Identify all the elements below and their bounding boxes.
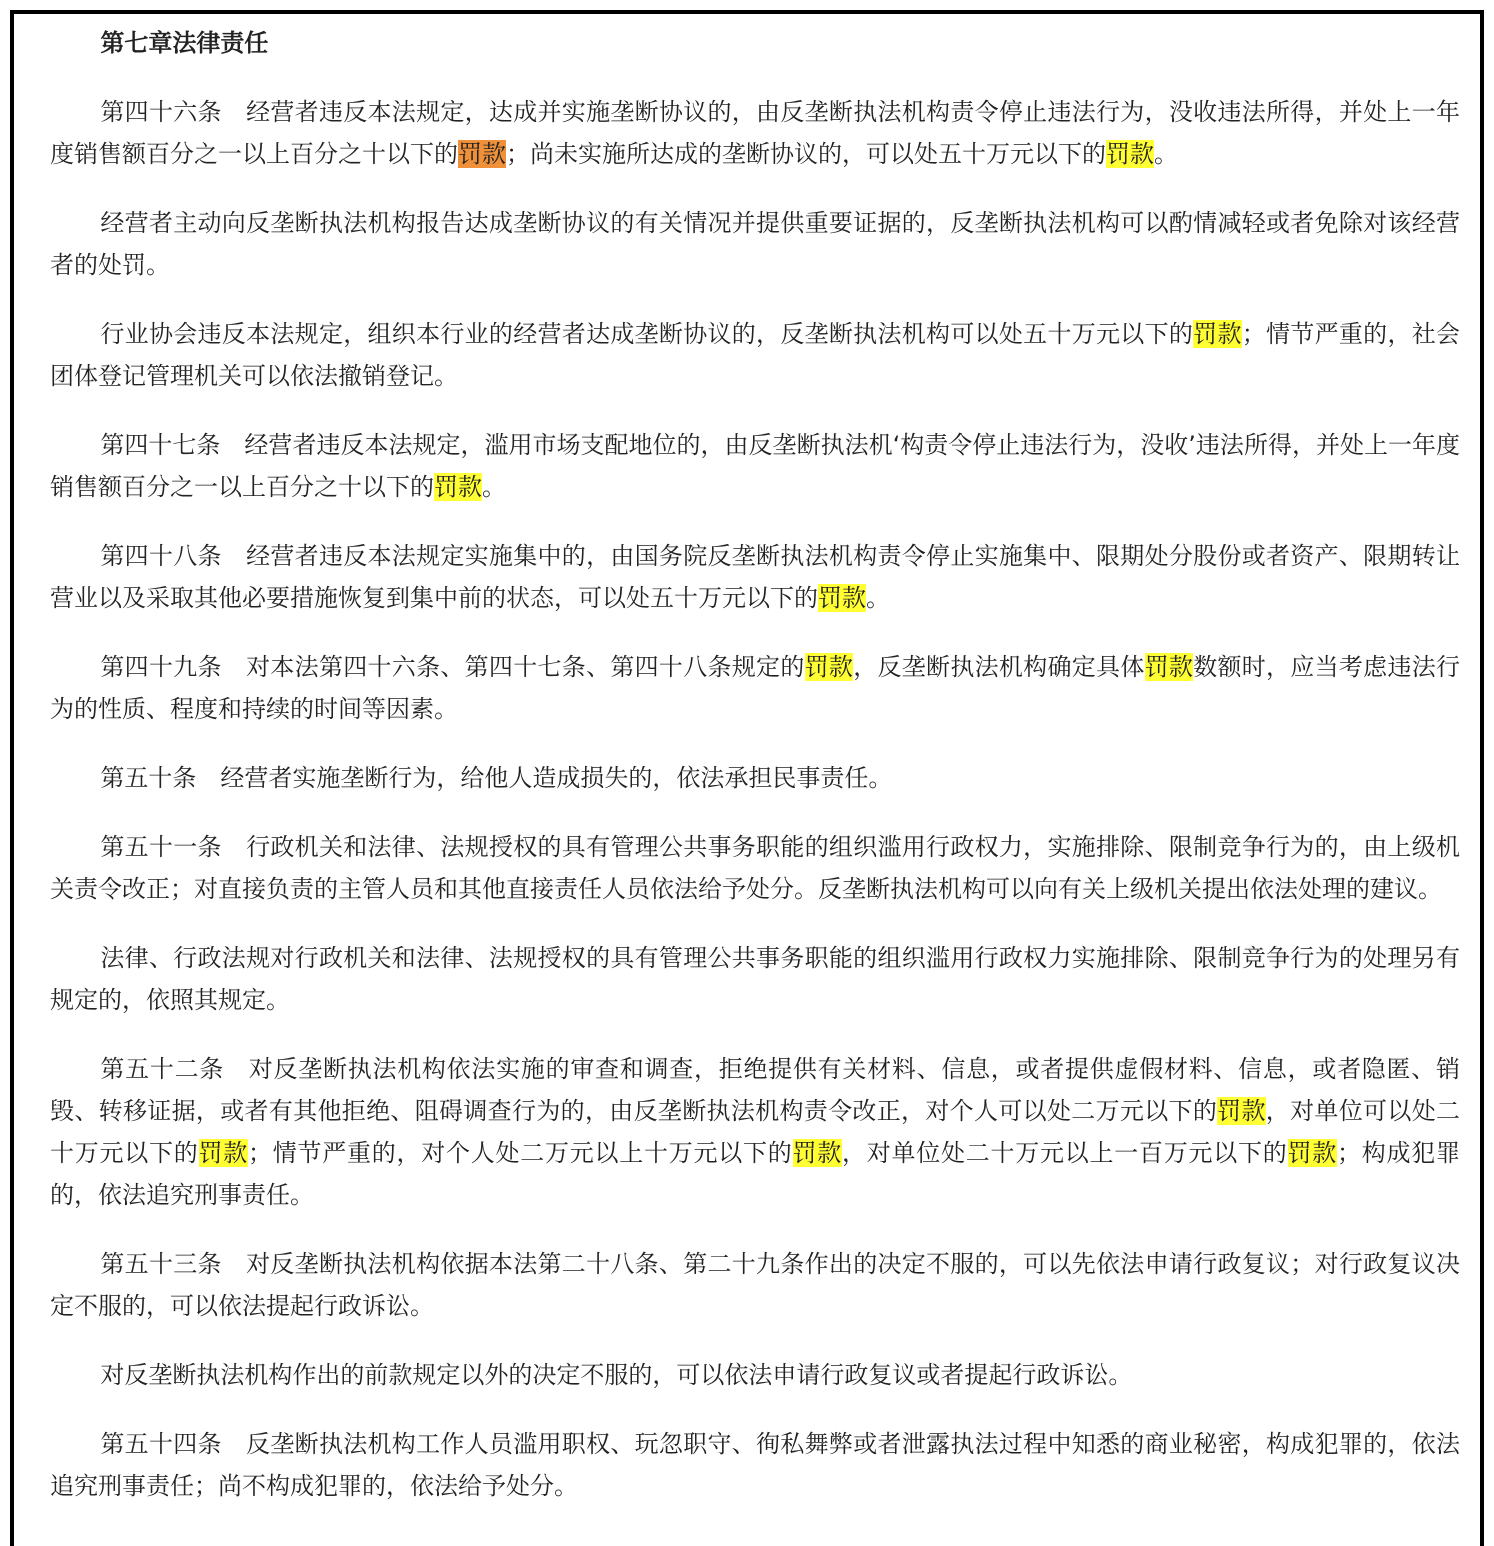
paragraph-leniency: 经营者主动向反垄断执法机构报告达成垄断协议的有关情况并提供重要证据的，反垄断执法机构可以酌情减轻或者免除对该经营者的处罚。 — [50, 209, 1460, 279]
article-text: 。 — [1154, 140, 1178, 168]
paragraph-industry-association — [50, 313, 1460, 397]
search-highlight[interactable]: 罚款 — [792, 1139, 842, 1167]
article-text: 经营者违反本法规定实施集中的，由国务院反垄断执法机构责令停止实施集中、限期处分股份或者资产、限期转让营业以及采取其他必要措施恢复到集中前的状态，可以处五十万元以下的 — [50, 542, 1460, 612]
article-number: 第四十八条 — [100, 542, 222, 570]
article-53 — [50, 1243, 1460, 1327]
article-text: 经营者实施垄断行为，给他人造成损失的，依法承担民事责任。 — [220, 764, 893, 792]
article-number: 第五十四条 — [100, 1430, 222, 1458]
article-text: ；构成犯罪的，依法追究刑事责任。 — [50, 1139, 1460, 1209]
document-frame — [10, 10, 1484, 1546]
article-46 — [50, 91, 1460, 175]
search-highlight[interactable]: 罚款 — [1106, 140, 1154, 168]
article-number: 第五十三条 — [100, 1250, 222, 1278]
article-text: 。 — [866, 584, 890, 612]
article-50 — [50, 757, 1460, 799]
article-text: ；情节严重的，对个人处二万元以上十万元以下的 — [248, 1139, 793, 1167]
search-highlight[interactable]: 罚款 — [198, 1139, 248, 1167]
article-47 — [50, 424, 1460, 508]
article-text: 数额时，应当考虑违法行为的性质、程度和持续的时间等因素。 — [50, 653, 1461, 723]
article-text: 对反垄断执法机构依法实施的审查和调查，拒绝提供有关材料、信息，或者提供虚假材料、信息，或者隐匿、销毁、转移证据，或者有其他拒绝、阻碍调查行为的，由反垄断执法机构责令改正，对个人可以处二万元以下的 — [50, 1055, 1461, 1125]
search-highlight[interactable]: 罚款 — [818, 584, 866, 612]
article-text: ，反垄断执法机构确定具体 — [853, 653, 1145, 681]
article-48 — [50, 535, 1460, 619]
search-highlight[interactable]: 罚款 — [1217, 1097, 1266, 1125]
article-54 — [50, 1423, 1460, 1507]
article-text: 经营者违反本法规定，达成并实施垄断协议的，由反垄断执法机构责令停止违法行为，没收违法所得，并处上一年度销售额百分之一以上百分之十以下的 — [50, 98, 1460, 168]
article-49 — [50, 646, 1460, 730]
article-text: 反垄断执法机构工作人员滥用职权、玩忽职守、徇私舞弊或者泄露执法过程中知悉的商业秘密，构成犯罪的，依法追究刑事责任；尚不构成犯罪的，依法给予处分。 — [50, 1430, 1460, 1500]
search-highlight[interactable]: 罚款 — [1144, 653, 1194, 681]
search-highlight[interactable]: 罚款 — [1193, 320, 1242, 348]
article-number: 第四十九条 — [100, 653, 222, 681]
article-text: 经营者违反本法规定，滥用市场支配地位的，由反垄断执法机‘构责令停止违法行为，没收’违法所得，并处上一年度销售额百分之一以上百分之十以下的 — [50, 431, 1460, 501]
article-text: ；情节严重的，社会团体登记管理机关可以依法撤销登记。 — [50, 320, 1461, 390]
article-number: 第五十条 — [100, 764, 197, 792]
article-text: 行业协会违反本法规定，组织本行业的经营者达成垄断协议的，反垄断执法机构可以处五十万元以下的 — [100, 320, 1194, 348]
article-number: 第四十七条 — [100, 431, 221, 459]
article-number: 第五十一条 — [100, 833, 222, 861]
article-text: 行政机关和法律、法规授权的具有管理公共事务职能的组织滥用行政权力，实施排除、限制竞争行为的，由上级机关责令改正；对直接负责的主管人员和其他直接责任人员依法给予处分。反垄断执法机构可以向有关上级机关提出依法处理的建议。 — [50, 833, 1460, 903]
article-text: ，对单位可以处二十万元以下的 — [50, 1097, 1461, 1167]
article-text: ，对单位处二十万元以上一百万元以下的 — [842, 1139, 1288, 1167]
article-number: 第五十二条 — [100, 1055, 225, 1083]
article-text: 。 — [482, 473, 506, 501]
paragraph-other-decisions: 对反垄断执法机构作出的前款规定以外的决定不服的，可以依法申请行政复议或者提起行政诉讼。 — [100, 1361, 1133, 1389]
document-body — [50, 22, 1460, 1534]
article-text: 对反垄断执法机构依据本法第二十八条、第二十九条作出的决定不服的，可以先依法申请行政复议；对行政复议决定不服的，可以依法提起行政诉讼。 — [50, 1250, 1460, 1320]
article-text: ；尚未实施所达成的垄断协议的，可以处五十万元以下的 — [506, 140, 1106, 168]
article-51 — [50, 826, 1460, 910]
search-highlight[interactable]: 罚款 — [1287, 1139, 1337, 1167]
search-highlight[interactable]: 罚款 — [804, 653, 854, 681]
search-highlight[interactable]: 罚款 — [434, 473, 482, 501]
article-text: 对本法第四十六条、第四十七条、第四十八条规定的 — [245, 653, 805, 681]
chapter-title: 第七章法律责任 — [100, 29, 269, 57]
paragraph-other-provisions: 法律、行政法规对行政机关和法律、法规授权的具有管理公共事务职能的组织滥用行政权力实施排除、限制竞争行为的处理另有规定的，依照其规定。 — [50, 944, 1460, 1014]
article-52 — [50, 1048, 1460, 1216]
search-highlight-current[interactable]: 罚款 — [458, 140, 506, 168]
article-number: 第四十六条 — [100, 98, 222, 126]
